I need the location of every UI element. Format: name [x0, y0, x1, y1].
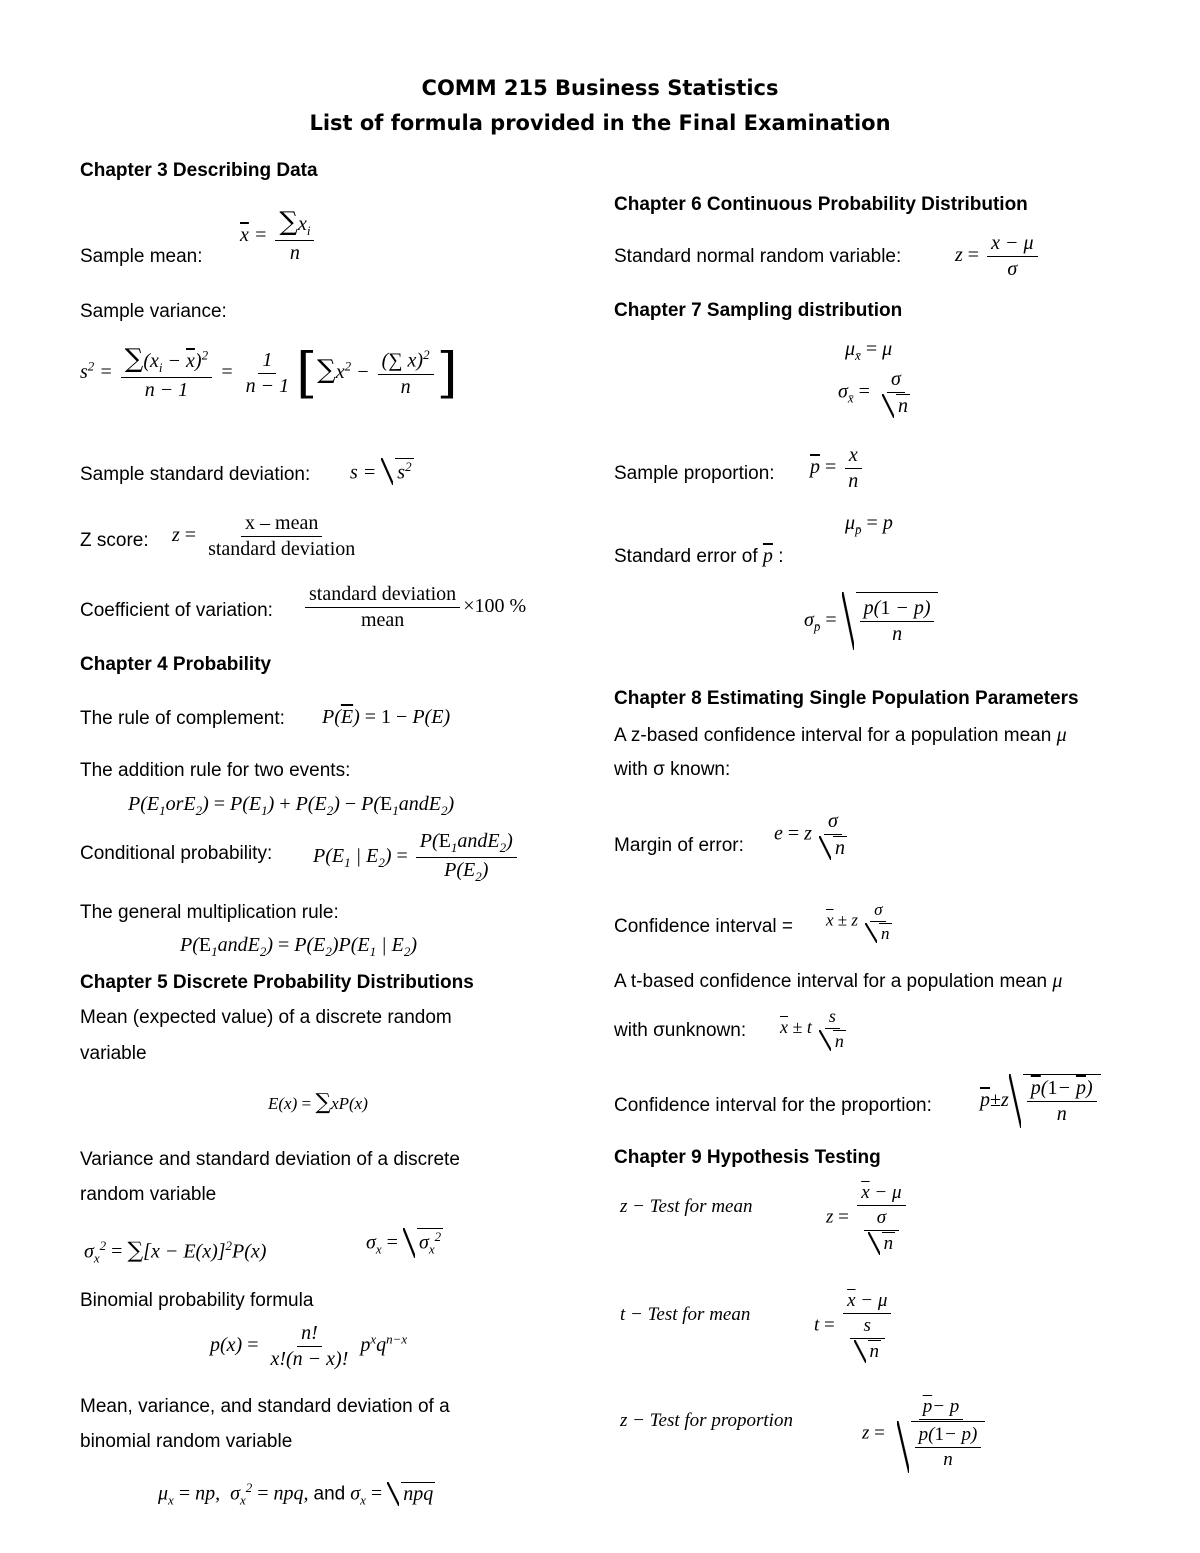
- sample-mean-label: Sample mean:: [80, 246, 203, 267]
- addition-rule-label: The addition rule for two events:: [80, 760, 351, 781]
- cv-formula: [302, 583, 526, 632]
- chapter-5-heading: Chapter 5 Discrete Probability Distributions: [80, 972, 474, 993]
- z-score-numerator: x – mean: [241, 512, 322, 537]
- chapter-3-heading: Chapter 3 Describing Data: [80, 160, 318, 181]
- sample-variance-label: Sample variance:: [80, 301, 227, 322]
- sample-mean-formula: $\overline{x}$ = $\frac{\sum x_i}{n}$: [240, 208, 317, 265]
- sample-sd-label: Sample standard deviation:: [80, 464, 311, 485]
- z-test-proportion-label: z − Test for proportion: [620, 1410, 793, 1431]
- t-test-mean-label: t − Test for mean: [620, 1304, 751, 1325]
- complement-formula: $P(\overline{E}) = 1 - P(E)$: [322, 706, 451, 728]
- cv-denominator: mean: [360, 609, 405, 631]
- t-ci-formula: $\overline{x} \pm t$ $\frac{s}{n}$: [780, 1006, 844, 1051]
- z-score-formula: z = $\frac{\text{x – mean}}{\text{standard deviation}}$: [172, 512, 362, 561]
- proportion-ci-formula: $\overline{p}\pm z$ $\frac{\overline{p}(1- \overline{p})}{n}$: [980, 1074, 1101, 1128]
- binomial-formula: p(x) = $\frac{n!}{x!(n - x)!}$ $p^xq^{n-x}$: [210, 1322, 408, 1370]
- variance-discrete-formula: $\sigma_x^2 = \sum[x - E(x)]^2P(x)$: [84, 1238, 267, 1266]
- cv-tail: ×100 %: [463, 595, 527, 618]
- variance-discrete-line1: Variance and standard deviation of a discrete: [80, 1149, 460, 1170]
- binomial-label: Binomial probability formula: [80, 1290, 314, 1311]
- and-word: and: [313, 1483, 346, 1505]
- t-ci-line1: A t-based confidence interval for a population mean μ: [614, 970, 1063, 992]
- z-score-label: Z score:: [80, 530, 149, 551]
- addition-rule-formula: $P(E_1orE_2) = P(E_1) + P(E_2)$ − $P(E_1andE_2)$: [128, 793, 455, 818]
- confidence-interval-label: Confidence interval =: [614, 916, 794, 937]
- expected-value-line1: Mean (expected value) of a discrete random: [80, 1007, 452, 1028]
- chapter-8-heading: Chapter 8 Estimating Single Population Parameters: [614, 688, 1079, 709]
- z-test-mean-label: z − Test for mean: [620, 1196, 753, 1217]
- cv-label: Coefficient of variation:: [80, 600, 273, 621]
- chapter-7-heading: Chapter 7 Sampling distribution: [614, 300, 903, 321]
- chapter-6-heading: Chapter 6 Continuous Probability Distribution: [614, 194, 1028, 215]
- sampling-sd-formula: $\sigma_{x̄}$ = $\frac{\sigma}{n}$: [838, 368, 908, 417]
- binomial-stats-formula: $\mu_x$ = np, $\sigma_x^2$ = npq, and $\sigma_x$ = npq: [158, 1480, 434, 1508]
- binomial-stats-line1: Mean, variance, and standard deviation of a: [80, 1396, 450, 1417]
- expected-value-line2: variable: [80, 1043, 147, 1064]
- sd-discrete-formula: $\sigma_x = \sigma_x^2$: [366, 1229, 442, 1257]
- variance-discrete-line2: random variable: [80, 1184, 217, 1205]
- z-test-proportion-formula: z = $\frac{\overline{p}- p}{\frac{p(1- p)}{n}}$: [862, 1396, 992, 1473]
- sample-proportion-formula: $\overline{p}$ = $\frac{x}{n}$: [810, 444, 865, 493]
- conditional-label: Conditional probability:: [80, 843, 273, 864]
- multiplication-formula: $P(E_1andE_2) = P(E_2)P(E_1$ | $E_2$): [180, 934, 418, 959]
- confidence-interval-formula: $\overline{x} \pm z$ $\frac{\sigma}{n}$: [826, 900, 890, 943]
- document-subtitle: List of formula provided in the Final Examination: [309, 111, 891, 135]
- expected-value-formula: E(x) = ∑xP(x): [268, 1090, 368, 1115]
- sample-sd-formula: $s = s^2$: [350, 459, 412, 484]
- standard-error-formula: $\sigma_{p̄}$ = $\frac{p(1 - p)}{n}$: [804, 592, 938, 650]
- z-ci-line1: A z-based confidence interval for a population mean μ: [614, 724, 1067, 746]
- proportion-ci-label: Confidence interval for the proportion:: [614, 1095, 932, 1116]
- z-test-mean-formula: z = $\frac{\overline{x} - \mu}{\frac{\sigma}{n}}$: [826, 1182, 909, 1255]
- document-title: COMM 215 Business Statistics: [421, 76, 779, 100]
- complement-label: The rule of complement:: [80, 708, 285, 729]
- binomial-stats-line2: binomial random variable: [80, 1431, 293, 1452]
- sampling-mean-formula: $\mu_{x̄} = \mu$: [845, 338, 893, 363]
- sample-variance-formula: $s^2$ = $\frac{\sum(x_i - \overline{x})^2}{n - 1}$ = $\frac{1}{n - 1}$ [$\sum x^2$ − $\frac{(\sum x)^2}{n}$ ]: [80, 341, 458, 405]
- sample-proportion-label: Sample proportion:: [614, 463, 775, 484]
- cv-numerator: standard deviation: [305, 583, 460, 608]
- chapter-9-heading: Chapter 9 Hypothesis Testing: [614, 1147, 881, 1168]
- standard-normal-label: Standard normal random variable:: [614, 246, 902, 267]
- t-ci-line2: with σunknown:: [614, 1020, 747, 1041]
- standard-normal-formula: z = $\frac{x - \mu}{\sigma}$: [955, 232, 1041, 281]
- t-test-mean-formula: t = $\frac{\overline{x} - \mu}{\frac{s}{n}}$: [814, 1290, 895, 1363]
- margin-of-error-label: Margin of error:: [614, 835, 744, 856]
- conditional-formula: $P(E_1$ | $E_2$) = $\frac{P(E_1andE_2)}{P(E_2)}$: [313, 830, 520, 885]
- chapter-4-heading: Chapter 4 Probability: [80, 654, 272, 675]
- margin-of-error-formula: e = z $\frac{\sigma}{n}$: [774, 810, 845, 859]
- z-score-denominator: standard deviation: [208, 538, 356, 560]
- multiplication-label: The general multiplication rule:: [80, 902, 339, 923]
- proportion-mean-formula: $\mu_{p̄} = p$: [845, 512, 893, 537]
- standard-error-label: Standard error of $\overline{p}$ :: [614, 545, 784, 567]
- z-ci-line2: with σ known:: [614, 759, 731, 780]
